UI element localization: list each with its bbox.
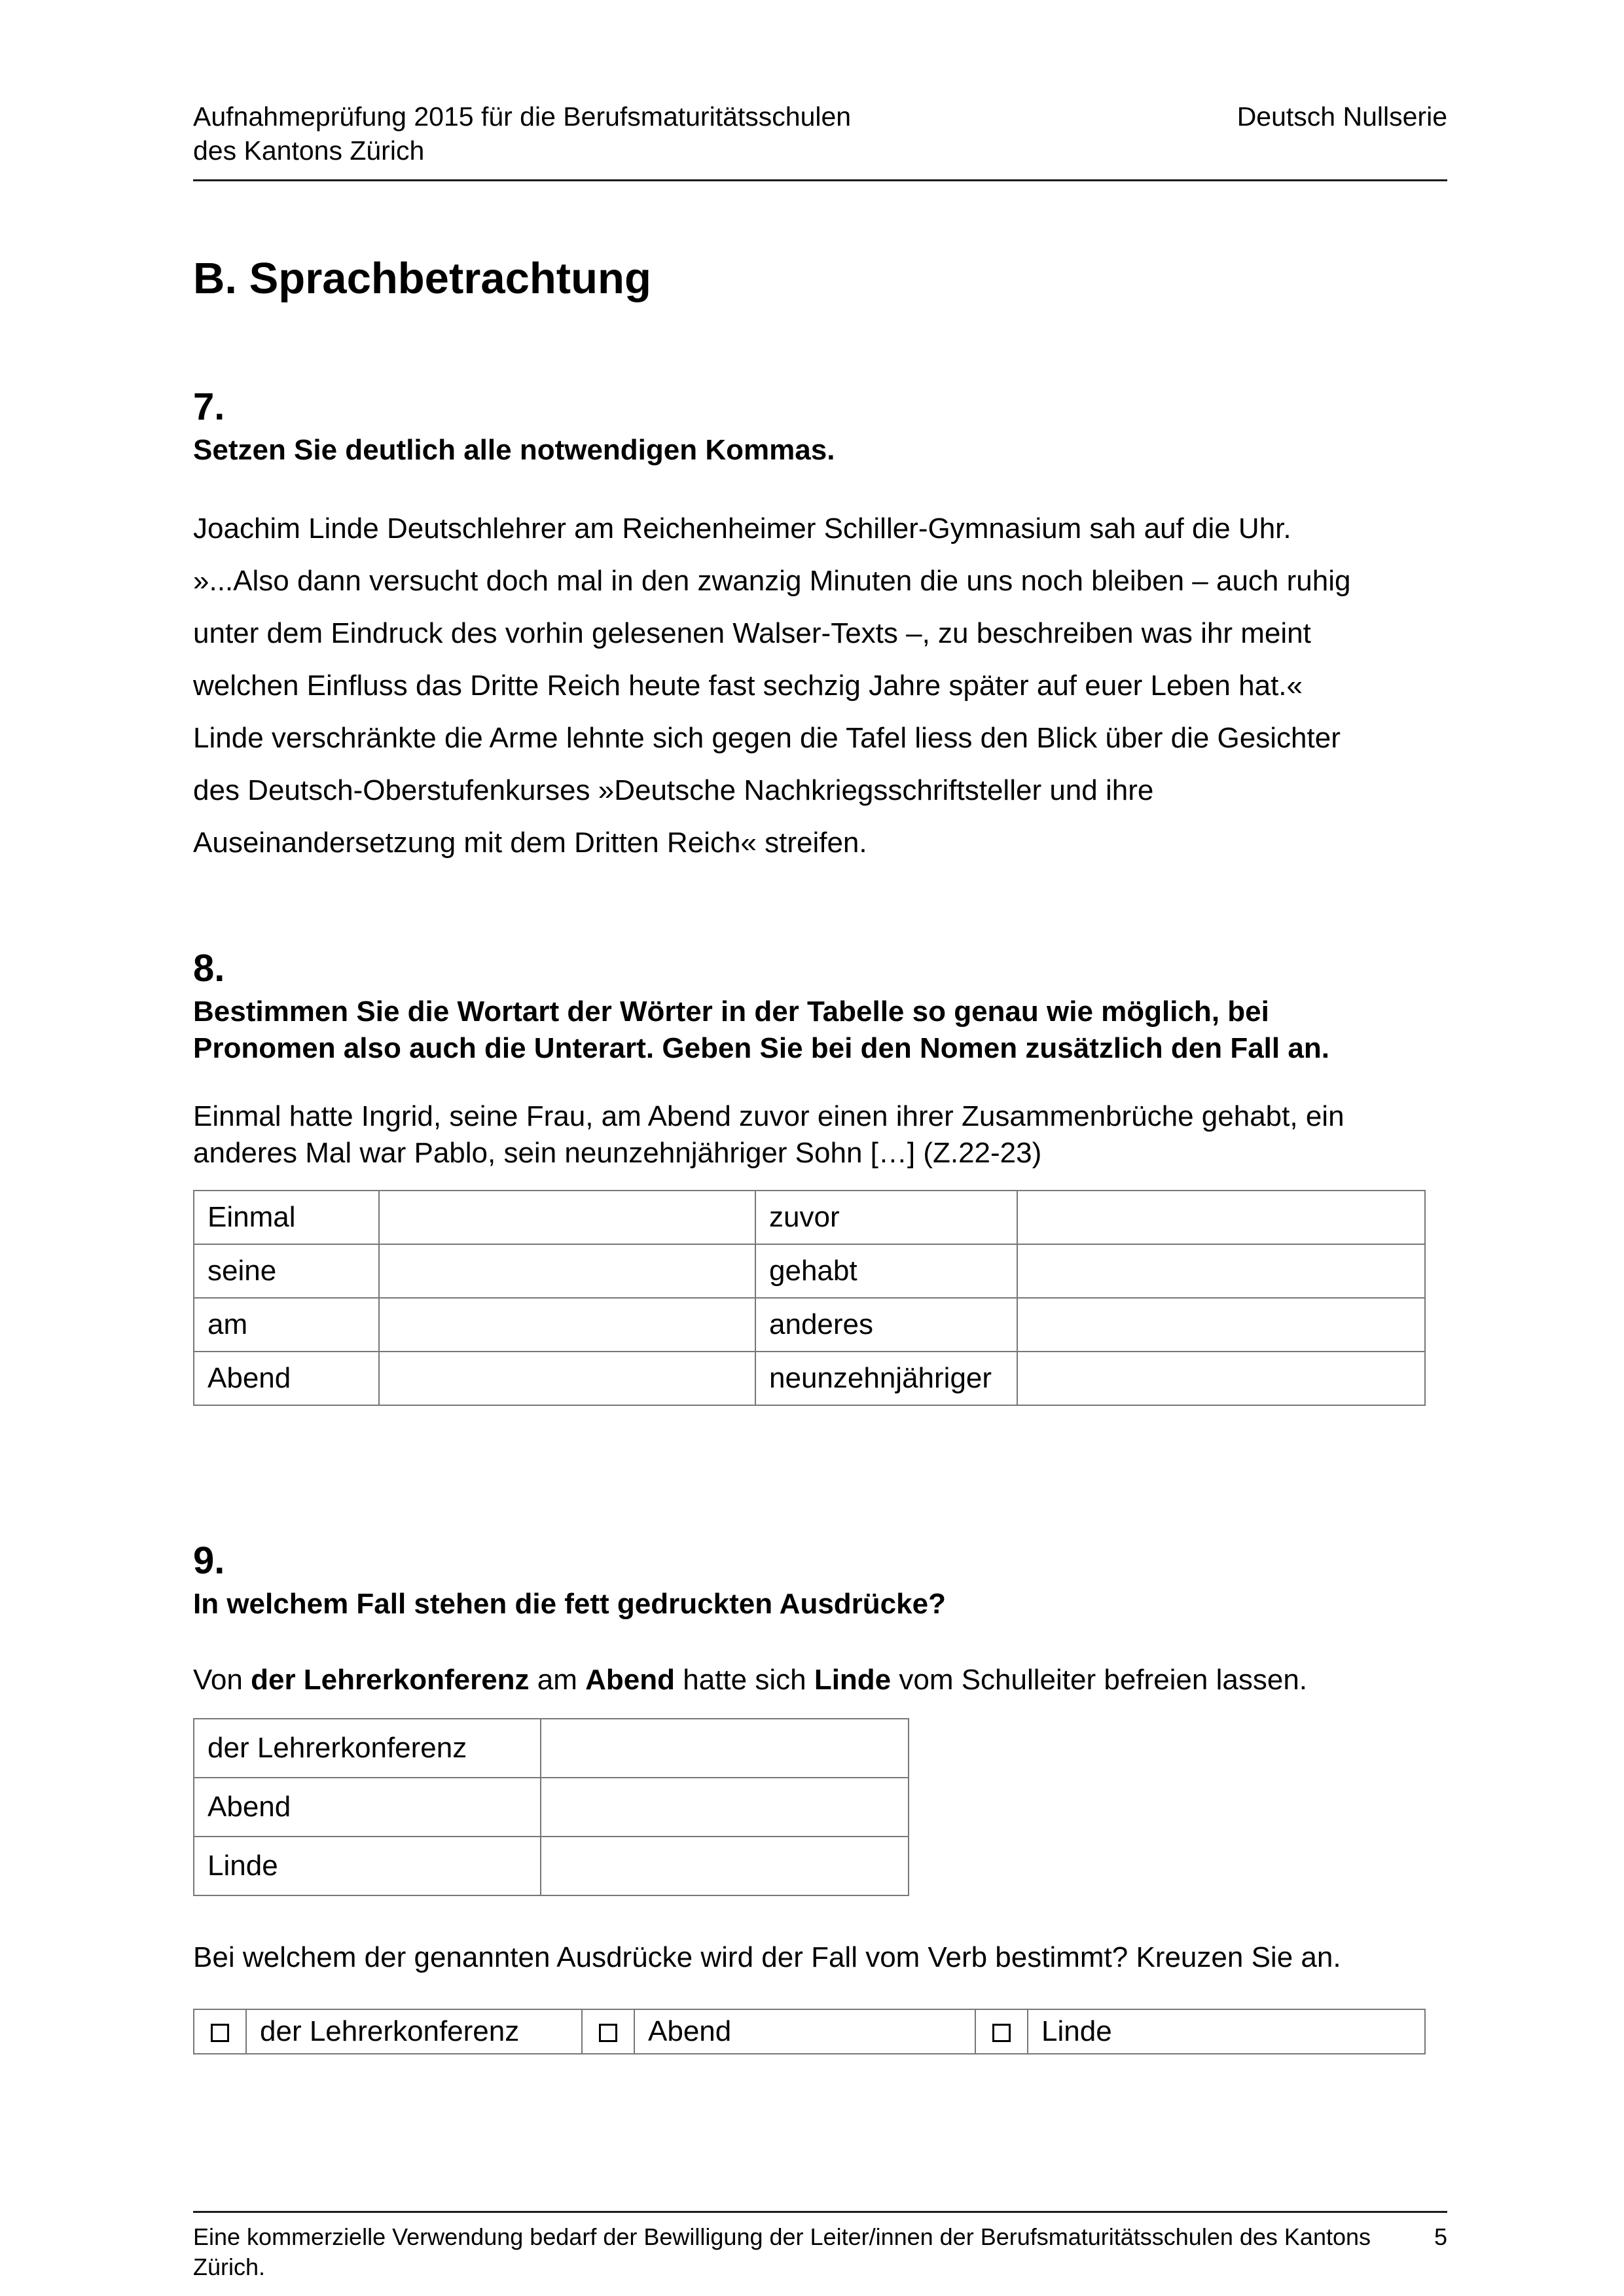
checkbox-unchecked-icon[interactable] bbox=[992, 2024, 1011, 2042]
page-footer bbox=[193, 2211, 1447, 2282]
answer-cell[interactable] bbox=[1017, 1244, 1425, 1298]
table-row bbox=[194, 1719, 909, 1778]
checkbox-cell-abend[interactable] bbox=[582, 2009, 634, 2054]
header-exam-title-line1: Aufnahmeprüfung 2015 für die Berufsmaturitätsschulen bbox=[193, 101, 852, 132]
exercise-text-line: »...Also dann versucht doch mal in den zwanzig Minuten die uns noch bleiben – auch ruhig bbox=[193, 565, 1351, 597]
word-cell: anderes bbox=[755, 1298, 1017, 1352]
section-8 bbox=[193, 948, 1447, 1406]
page-header bbox=[193, 99, 1447, 181]
quote-text-line: anderes Mal war Pablo, sein neunzehnjähriger Sohn […] (Z.22-23) bbox=[193, 1137, 1042, 1169]
expression-cell: Linde bbox=[194, 1837, 541, 1895]
section-9-number: 9. bbox=[193, 1539, 225, 1582]
header-exam-title-line2: des Kantons Zürich bbox=[193, 135, 425, 166]
sentence-segment-bold: der Lehrerkonferenz bbox=[251, 1664, 530, 1696]
word-cell: zuvor bbox=[755, 1191, 1017, 1244]
exercise-text-line: des Deutsch-Oberstufenkurses »Deutsche Nachkriegsschriftsteller und ihre bbox=[193, 774, 1154, 806]
header-exam-title bbox=[193, 99, 851, 168]
answer-cell[interactable] bbox=[379, 1191, 755, 1244]
section-9-instruction: In welchem Fall stehen die fett gedruckten Ausdrücke? bbox=[193, 1588, 946, 1620]
exercise-text-line: welchen Einfluss das Dritte Reich heute fast sechzig Jahre später auf euer Leben hat.« bbox=[193, 670, 1303, 702]
exercise-text-line: unter dem Eindruck des vorhin gelesenen Walser-Texts –, zu beschreiben was ihr meint bbox=[193, 617, 1311, 649]
header-series-label: Deutsch Nullserie bbox=[1236, 101, 1447, 132]
section-9-sentence bbox=[193, 1662, 1447, 1698]
sentence-segment-bold: Linde bbox=[814, 1664, 892, 1696]
table-row bbox=[194, 1778, 909, 1837]
word-cell: am bbox=[194, 1298, 379, 1352]
exercise-text-line: Joachim Linde Deutschlehrer am Reichenheimer Schiller-Gymnasium sah auf die Uhr. bbox=[193, 512, 1291, 545]
section-8-instruction bbox=[193, 994, 1447, 1067]
section-9 bbox=[193, 1540, 1447, 2054]
answer-cell[interactable] bbox=[379, 1352, 755, 1405]
expression-cell: Abend bbox=[194, 1778, 541, 1837]
instruction-line: Pronomen also auch die Unterart. Geben Sie bei den Nomen zusätzlich den Fall an. bbox=[193, 1032, 1329, 1064]
checkbox-label: Abend bbox=[634, 2009, 975, 2054]
sentence-segment: hatte sich bbox=[675, 1664, 814, 1696]
word-cell: Abend bbox=[194, 1352, 379, 1405]
answer-cell[interactable] bbox=[1017, 1191, 1425, 1244]
checkbox-table bbox=[193, 2009, 1426, 2054]
answer-cell[interactable] bbox=[379, 1244, 755, 1298]
checkbox-unchecked-icon[interactable] bbox=[211, 2024, 229, 2042]
instruction-line: Bestimmen Sie die Wortart der Wörter in der Tabelle so genau wie möglich, bei bbox=[193, 996, 1269, 1028]
checkbox-row bbox=[194, 2009, 1425, 2054]
word-cell: neunzehnjähriger bbox=[755, 1352, 1017, 1405]
fall-table bbox=[193, 1718, 909, 1896]
sentence-segment: Von bbox=[193, 1664, 251, 1696]
section-7-instruction: Setzen Sie deutlich alle notwendigen Kommas. bbox=[193, 434, 835, 466]
wortart-table bbox=[193, 1190, 1426, 1406]
checkbox-label: der Lehrerkonferenz bbox=[246, 2009, 582, 2054]
exercise-text-line: Linde verschränkte die Arme lehnte sich gegen die Tafel liess den Blick über die Gesichter bbox=[193, 722, 1341, 754]
table-row bbox=[194, 1352, 1425, 1405]
checkbox-unchecked-icon[interactable] bbox=[599, 2024, 617, 2042]
expression-cell: der Lehrerkonferenz bbox=[194, 1719, 541, 1778]
page-title: B. Sprachbetrachtung bbox=[193, 254, 651, 303]
section-7-exercise-text bbox=[193, 503, 1447, 869]
table-row bbox=[194, 1837, 909, 1895]
table-row bbox=[194, 1244, 1425, 1298]
word-cell: Einmal bbox=[194, 1191, 379, 1244]
answer-cell[interactable] bbox=[1017, 1298, 1425, 1352]
table-row bbox=[194, 1191, 1425, 1244]
word-cell: seine bbox=[194, 1244, 379, 1298]
table-row bbox=[194, 1298, 1425, 1352]
sentence-segment: vom Schulleiter befreien lassen. bbox=[891, 1664, 1308, 1696]
section-7-number: 7. bbox=[193, 386, 225, 428]
footer-copyright-text: Eine kommerzielle Verwendung bedarf der Bewilligung der Leiter/innen der Berufsmaturitätsschulen des Kantons Zürich. bbox=[193, 2223, 1371, 2280]
word-cell: gehabt bbox=[755, 1244, 1017, 1298]
quote-text-line: Einmal hatte Ingrid, seine Frau, am Abend zuvor einen ihrer Zusammenbrüche gehabt, ein bbox=[193, 1100, 1344, 1132]
answer-cell[interactable] bbox=[541, 1837, 909, 1895]
answer-cell[interactable] bbox=[1017, 1352, 1425, 1405]
checkbox-label: Linde bbox=[1028, 2009, 1425, 2054]
answer-cell[interactable] bbox=[541, 1719, 909, 1778]
section-8-quote-text bbox=[193, 1098, 1447, 1172]
sentence-segment-bold: Abend bbox=[585, 1664, 676, 1696]
checkbox-cell-linde[interactable] bbox=[975, 2009, 1028, 2054]
checkbox-cell-lehrerkonferenz[interactable] bbox=[194, 2009, 246, 2054]
section-9-question-2: Bei welchem der genannten Ausdrücke wird der Fall vom Verb bestimmt? Kreuzen Sie an. bbox=[193, 1941, 1341, 1973]
sentence-segment: am bbox=[529, 1664, 586, 1696]
footer-page-number: 5 bbox=[1434, 2223, 1447, 2250]
exercise-text-line: Auseinandersetzung mit dem Dritten Reich« streifen. bbox=[193, 827, 867, 859]
section-8-number: 8. bbox=[193, 947, 225, 990]
answer-cell[interactable] bbox=[379, 1298, 755, 1352]
section-7 bbox=[193, 386, 1447, 869]
answer-cell[interactable] bbox=[541, 1778, 909, 1837]
